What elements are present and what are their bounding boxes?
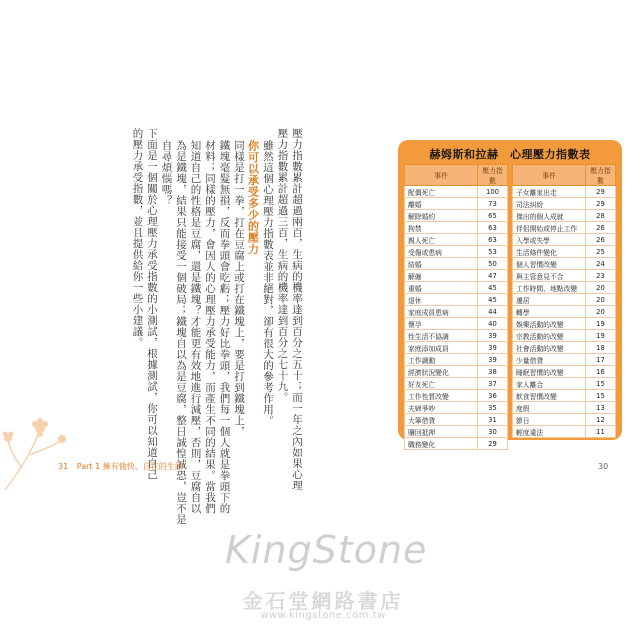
event-cell: 入學或失學 xyxy=(513,234,586,246)
score-cell: 13 xyxy=(586,402,616,414)
table-row xyxy=(405,342,508,354)
score-cell: 73 xyxy=(478,198,508,210)
table-row xyxy=(405,354,508,366)
table-row xyxy=(513,354,616,366)
score-cell: 53 xyxy=(478,246,508,258)
score-cell: 26 xyxy=(586,234,616,246)
event-cell: 娛樂活動的改變 xyxy=(513,318,586,330)
table-row xyxy=(513,294,616,306)
table-row xyxy=(405,294,508,306)
watermark-url: www.kingstone.com.tw xyxy=(260,610,386,621)
page-number: 31 xyxy=(58,462,69,471)
score-cell: 63 xyxy=(478,234,508,246)
score-cell: 36 xyxy=(478,390,508,402)
table-header-row xyxy=(405,165,508,186)
score-cell: 100 xyxy=(478,186,508,198)
text-column: 的壓力承受指數，並且提供給你一些小建議。 xyxy=(131,128,144,348)
event-cell: 飲食習慣改變 xyxy=(513,390,586,402)
event-cell: 傑出的個人成就 xyxy=(513,210,586,222)
event-cell: 工作時間、地點改變 xyxy=(513,282,586,294)
table-row xyxy=(513,366,616,378)
left-folio xyxy=(58,461,183,472)
table-header-row xyxy=(513,165,616,186)
score-cell: 39 xyxy=(478,330,508,342)
event-cell: 懷孕 xyxy=(405,318,478,330)
event-cell: 大筆借貸 xyxy=(405,414,478,426)
event-cell: 受傷或患病 xyxy=(405,246,478,258)
stress-index-table-card xyxy=(398,140,622,449)
table-row xyxy=(513,198,616,210)
score-cell: 30 xyxy=(478,426,508,438)
event-cell: 性生活不協調 xyxy=(405,330,478,342)
flower-decoration-icon xyxy=(0,400,70,490)
table-row xyxy=(513,270,616,282)
text-column: 壓力指數累計超過兩百，生病的機率達到百分之五十；而一年之內如果心理 xyxy=(291,128,303,491)
score-cell: 29 xyxy=(478,438,508,450)
score-cell: 39 xyxy=(478,342,508,354)
table-row xyxy=(513,234,616,246)
event-cell: 家庭添加成員 xyxy=(405,342,478,354)
text-column: 下面是一個關於心理壓力承受指數的小測試，根據測試，你可以知道自己 xyxy=(146,128,158,480)
score-cell: 23 xyxy=(586,270,616,282)
score-cell: 19 xyxy=(586,330,616,342)
event-cell: 家人離合 xyxy=(513,378,586,390)
table-row xyxy=(513,330,616,342)
score-cell: 16 xyxy=(586,366,616,378)
table-row xyxy=(405,366,508,378)
table-row xyxy=(405,210,508,222)
event-cell: 轉學 xyxy=(513,306,586,318)
score-cell: 29 xyxy=(586,198,616,210)
table-row xyxy=(405,402,508,414)
score-cell: 35 xyxy=(478,402,508,414)
score-cell: 12 xyxy=(586,414,616,426)
table-title: 赫姆斯和拉赫 心理壓力指數表 xyxy=(429,148,591,161)
watermark-logo: KingStone xyxy=(225,528,428,572)
table-row xyxy=(405,426,508,438)
table-row xyxy=(405,246,508,258)
table-row xyxy=(513,246,616,258)
event-cell: 睡眠習慣的改變 xyxy=(513,366,586,378)
table-row xyxy=(405,234,508,246)
section-heading: 你可以承受多少的壓力 xyxy=(246,140,260,255)
score-cell: 15 xyxy=(586,390,616,402)
table-row xyxy=(513,390,616,402)
score-cell: 11 xyxy=(586,426,616,438)
header-score: 壓力指數 xyxy=(478,165,508,186)
event-cell: 夫婦爭吵 xyxy=(405,402,478,414)
score-cell: 38 xyxy=(478,366,508,378)
table-row xyxy=(513,222,616,234)
score-cell: 40 xyxy=(478,318,508,330)
table-row xyxy=(405,270,508,282)
event-cell: 離婚 xyxy=(405,198,478,210)
text-column: 為是鐵塊，結果只能接受一個破局；鐵塊自以為是豆腐，整日誠惶誠恐，豈不是 xyxy=(175,140,187,525)
score-cell: 25 xyxy=(586,246,616,258)
score-cell: 17 xyxy=(586,354,616,366)
table-row xyxy=(513,342,616,354)
event-cell: 結婚 xyxy=(405,258,478,270)
table-row xyxy=(405,414,508,426)
score-cell: 26 xyxy=(586,222,616,234)
table-row xyxy=(405,390,508,402)
event-cell: 工作調動 xyxy=(405,354,478,366)
event-cell: 好友死亡 xyxy=(405,378,478,390)
running-header: Part 1 擁有愉快、自在的生活 xyxy=(76,462,183,471)
text-column: 材料；同樣的壓力，會因人的心理壓力承受能力，而產生不同的結果。當我們 xyxy=(204,140,216,514)
table-row xyxy=(513,258,616,270)
table-row xyxy=(513,306,616,318)
score-cell: 15 xyxy=(586,378,616,390)
event-cell: 子女離家出走 xyxy=(513,186,586,198)
score-cell: 29 xyxy=(586,186,616,198)
table-row xyxy=(513,318,616,330)
event-cell: 解除婚約 xyxy=(405,210,478,222)
table-row xyxy=(513,426,616,438)
event-cell: 輕度違法 xyxy=(513,426,586,438)
text-column: 同樣是打一拳，打在豆腐上或打在鐵塊上，要是打到鐵塊上， xyxy=(233,140,245,437)
score-cell: 24 xyxy=(586,258,616,270)
score-cell: 63 xyxy=(478,222,508,234)
score-cell: 31 xyxy=(478,414,508,426)
table-row xyxy=(405,282,508,294)
table-row xyxy=(513,186,616,198)
header-event: 事件 xyxy=(405,165,478,186)
event-cell: 生活條件變化 xyxy=(513,246,586,258)
text-column: 雖然這個心理壓力指數表並非絕對，卻有很大的參考作用。 xyxy=(262,140,274,426)
text-column: 知道自己的性格是豆腐，還是鐵塊？才能更有效地進行減壓，否則，豆腐自以 xyxy=(189,140,202,514)
event-cell: 伴侶開始或停止工作 xyxy=(513,222,586,234)
score-cell: 50 xyxy=(478,258,508,270)
event-cell: 親人死亡 xyxy=(405,234,478,246)
score-cell: 19 xyxy=(586,318,616,330)
right-page-number: 30 xyxy=(598,462,609,471)
text-column: 自尋煩惱嗎？ xyxy=(160,140,173,206)
event-cell: 拘禁 xyxy=(405,222,478,234)
event-cell: 經濟狀況變化 xyxy=(405,366,478,378)
event-cell: 贖回抵押 xyxy=(405,426,478,438)
event-cell: 與主管意見不合 xyxy=(513,270,586,282)
table-row xyxy=(513,210,616,222)
table-row xyxy=(405,438,508,450)
text-column: 壓力指數累計超過三百，生病的機率達到百分之七十九。 xyxy=(276,128,289,403)
table-row xyxy=(513,282,616,294)
table-row xyxy=(405,186,508,198)
score-cell: 18 xyxy=(586,342,616,354)
score-cell: 47 xyxy=(478,270,508,282)
table-row xyxy=(513,402,616,414)
event-cell: 遷居 xyxy=(513,294,586,306)
event-cell: 職務變化 xyxy=(405,438,478,450)
header-event: 事件 xyxy=(513,165,586,186)
event-cell: 工作性質改變 xyxy=(405,390,478,402)
table-row xyxy=(513,414,616,426)
score-cell: 37 xyxy=(478,378,508,390)
table-row xyxy=(405,318,508,330)
event-cell: 社會活動的改變 xyxy=(513,342,586,354)
score-cell: 28 xyxy=(586,210,616,222)
table-row xyxy=(405,222,508,234)
table-row xyxy=(405,198,508,210)
event-cell: 配偶死亡 xyxy=(405,186,478,198)
event-cell: 度假 xyxy=(513,402,586,414)
event-cell: 少量借貸 xyxy=(513,354,586,366)
score-cell: 20 xyxy=(586,282,616,294)
event-cell: 重婚 xyxy=(405,282,478,294)
score-cell: 65 xyxy=(478,210,508,222)
score-cell: 45 xyxy=(478,282,508,294)
table-row xyxy=(405,258,508,270)
watermark-chinese-name: 金石堂網路書店 xyxy=(242,589,404,613)
table-row xyxy=(405,378,508,390)
event-cell: 解僱 xyxy=(405,270,478,282)
score-cell: 20 xyxy=(586,306,616,318)
event-cell: 節日 xyxy=(513,414,586,426)
event-cell: 司法糾紛 xyxy=(513,198,586,210)
text-column: 鐵塊毫髮無損，反而拳頭會吃虧；壓力好比拳頭，我們每一個人就是拳頭下的 xyxy=(218,140,231,514)
table-row xyxy=(513,378,616,390)
score-cell: 39 xyxy=(478,354,508,366)
table-row xyxy=(405,330,508,342)
event-cell: 家庭成員患病 xyxy=(405,306,478,318)
score-cell: 44 xyxy=(478,306,508,318)
event-cell: 個人習慣改變 xyxy=(513,258,586,270)
header-score: 壓力指數 xyxy=(586,165,616,186)
event-cell: 宗教活動的改變 xyxy=(513,330,586,342)
table-row xyxy=(405,306,508,318)
score-cell: 20 xyxy=(586,294,616,306)
stress-table-left xyxy=(404,164,508,450)
event-cell: 退休 xyxy=(405,294,478,306)
stress-table-right xyxy=(512,164,616,438)
score-cell: 45 xyxy=(478,294,508,306)
